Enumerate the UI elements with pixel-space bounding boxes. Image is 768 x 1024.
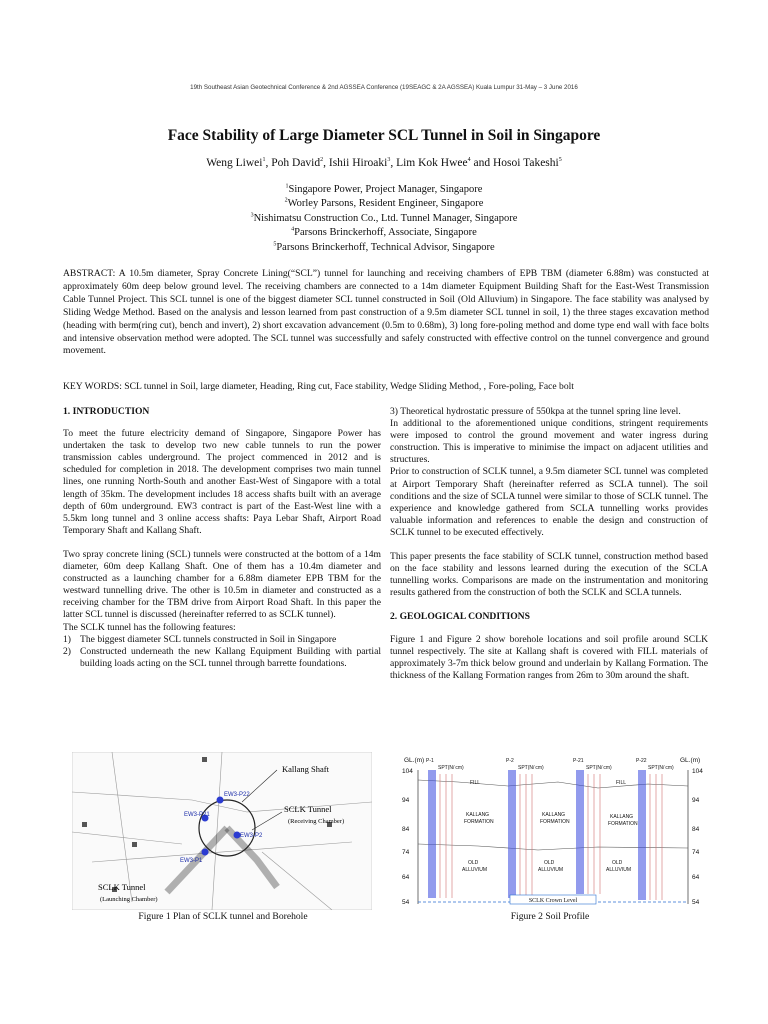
borehole-label: P-22 bbox=[636, 758, 647, 764]
layer-label: OLD bbox=[468, 860, 479, 866]
borehole-label: EW3-P2 bbox=[240, 833, 263, 839]
layer-label: ALLUVIUM bbox=[462, 867, 488, 873]
tick-label: 104 bbox=[692, 768, 703, 775]
layer-label: OLD bbox=[544, 860, 555, 866]
figure-label: (Receiving Chamber) bbox=[288, 818, 345, 825]
layer-label: FORMATION bbox=[464, 819, 494, 825]
borehole-label: EW3-P22 bbox=[224, 792, 250, 798]
figure-label: (Launching Chamber) bbox=[100, 896, 158, 903]
tick-label: 54 bbox=[692, 899, 700, 906]
layer-label: OLD bbox=[612, 860, 623, 866]
tick-label: 94 bbox=[692, 797, 700, 804]
paragraph: In additional to the aforementioned unique conditions, stringent requirements were imposed to control the ground movement and water ingress during construction. This is imperative to minimise the impact on adjacent utilities and structures. bbox=[390, 418, 708, 466]
abstract: ABSTRACT: A 10.5m diameter, Spray Concrete Lining(“SCL”) tunnel for launching and receiving chambers of EPB TBM (diameter 6.88m) was constucted at approximately 60m deep below ground level. The receiving chambers are connected to a 14m diameter Equipment Building Shaft for the East-West Transmission Cable Tunnel Project. This SCL tunnel is one of the biggest diameter SCL tunnel constructed in Soil (Old Alluvium) in Singapore. The face stability was analysed by Sliding Wedge Method. Based on the analysis and lesson learned from past construction of a 9.5m diameter SCL tunnel in soil, 1) the three stages excavation method (heading with berm(ring cut), bench and invert), 2) short excavation advancement (0.5m to 0.68m), 3) long fore-poling method and dome type end wall with face bolts and intensive observation method were adopted. The SCL tunnel was successfully and safely constructed with effective control on the tunnel convergence and ground movement. bbox=[63, 268, 709, 357]
spt-label: SPT(N/ cm) bbox=[518, 765, 544, 771]
borehole-label: EW3-P1 bbox=[180, 858, 203, 864]
author: Poh David bbox=[271, 157, 321, 169]
tick-label: 104 bbox=[402, 768, 413, 775]
affiliation: $^3$Nishimatsu Construction Co., Ltd. Tunnel Manager, Singapore bbox=[250, 212, 518, 224]
figure-2-caption: Figure 2 Soil Profile bbox=[510, 911, 590, 922]
layer-label: KALLANG bbox=[466, 812, 490, 818]
paper-title: Face Stability of Large Diameter SCL Tunnel in Soil in Singapore bbox=[167, 127, 601, 144]
spt-label: SPT(N/ cm) bbox=[648, 765, 674, 771]
tick-label: 84 bbox=[402, 826, 410, 833]
affiliation: $^5$Parsons Brinckerhoff, Technical Advisor, Singapore bbox=[273, 241, 495, 253]
author-list: Weng Liwei$^1$, Poh David$^2$, Ishii Hiroaki$^3$, Lim Kok Hwee$^4$ and Hosoi Takeshi$^5$ bbox=[206, 157, 562, 169]
figure-1-plan bbox=[72, 752, 372, 910]
figure-label: SCLK Tunnel bbox=[98, 882, 146, 892]
tick-label: 74 bbox=[402, 849, 410, 856]
tick-label: 64 bbox=[402, 874, 410, 881]
layer-label: ALLUVIUM bbox=[606, 867, 632, 873]
author: Hosoi Takeshi bbox=[492, 157, 559, 169]
right-column bbox=[390, 406, 708, 682]
keywords: KEY WORDS: SCL tunnel in Soil, large diameter, Heading, Ring cut, Face stability, Wedge Sliding Method, , Fore-poling, Face bolt bbox=[63, 381, 574, 392]
layer-label: FORMATION bbox=[608, 821, 638, 827]
figure-label: SCLK Tunnel bbox=[284, 804, 332, 814]
affiliation: $^4$Parsons Brinckerhoff, Associate, Singapore bbox=[291, 226, 477, 239]
spt-label: SPT(N/ cm) bbox=[586, 765, 612, 771]
tick-label: 94 bbox=[402, 797, 410, 804]
crown-level-label: SCLK Crown Level bbox=[528, 898, 578, 904]
borehole-label: P-1 bbox=[426, 758, 434, 764]
section-heading: 1. INTRODUCTION bbox=[63, 406, 150, 417]
layer-label: ALLUVIUM bbox=[538, 867, 564, 873]
layer-label: KALLANG bbox=[610, 814, 634, 820]
layer-label: FILL bbox=[616, 780, 627, 786]
author: Weng Liwei bbox=[206, 157, 263, 169]
paragraph: Prior to construction of SCLK tunnel, a 9.5m diameter SCL tunnel was completed at Airport Temporary Shaft (hereinafter referred as SCLA tunnel). The soil conditions and the size of SCLA tunnel were similar to those of SCLK tunnel. The experience and knowledge gathered from SCLA tunnelling works provides valuable information and references to enable the design and construction of SCLK tunnel to be executed effectively. bbox=[390, 466, 708, 538]
author: Lim Kok Hwee bbox=[396, 157, 468, 169]
affiliation-list bbox=[0, 183, 768, 255]
axis-label: GL.(m) bbox=[404, 757, 425, 764]
list-item: 2) Constructed underneath the new Kallang Equipment Building with partial building loads acting on the SCL tunnel through barrette foundations. bbox=[63, 645, 381, 669]
spt-label: SPT(N/ cm) bbox=[438, 765, 464, 771]
borehole-label: P-2 bbox=[506, 758, 514, 764]
axis-label: GL.(m) bbox=[680, 757, 701, 764]
layer-label: FILL bbox=[470, 780, 481, 786]
left-column bbox=[63, 406, 381, 670]
tick-label: 74 bbox=[692, 849, 700, 856]
conference-header: 19th Southeast Asian Geotechnical Conference & 2nd AGSSEA Conference (19SEAGC & 2A AGSSEA) Kuala Lumpur 31-May – 3 June 2016 bbox=[190, 84, 578, 91]
affiliation: $^2$Worley Parsons, Resident Engineer, Singapore bbox=[284, 197, 484, 210]
author: Ishii Hiroaki bbox=[328, 157, 388, 169]
list-item: 3) Theoretical hydrostatic pressure of 550kpa at the tunnel spring line level. bbox=[390, 406, 681, 417]
tick-label: 84 bbox=[692, 826, 700, 833]
affiliation: $^1$Singapore Power, Project Manager, Singapore bbox=[285, 183, 483, 195]
figure-1-caption: Figure 1 Plan of SCLK tunnel and Borehole bbox=[138, 911, 308, 922]
list-item: 1) The biggest diameter SCL tunnels constructed in Soil in Singapore bbox=[63, 633, 337, 645]
tick-label: 54 bbox=[402, 899, 410, 906]
section-heading: 2. GEOLOGICAL CONDITIONS bbox=[390, 611, 530, 623]
paragraph: To meet the future electricity demand of Singapore, Singapore Power has undertaken the task to develop two new cable tunnels to run the power transmission cables underground. The project commenced in 2012 and is scheduled for completion in 2018. The development comprises two main tunnel lines, one running North-South and another East-West of Singapore with a total length of 35km. The development includes 18 access shafts built with an average depth of 60m underground. EW3 contract is part of the East-West line with a 5.5km long tunnel and 3 online access shafts: Paya Lebar Shaft, Airport Road Temporary Shaft and Kallang Shaft. bbox=[63, 428, 381, 536]
paragraph: The SCLK tunnel has the following features: bbox=[63, 621, 236, 633]
layer-label: FORMATION bbox=[540, 819, 570, 825]
figure-label: Kallang Shaft bbox=[282, 764, 329, 774]
tick-label: 64 bbox=[692, 874, 700, 881]
paragraph: Figure 1 and Figure 2 show borehole locations and soil profile around SCLK tunnel respectively. The site at Kallang shaft is covered with FILL materials of approximately 3-7m thick below ground and underlain by Kallang Formation. The thickness of the Kallang Formation ranges from 26m to 30m around the shaft. bbox=[390, 633, 708, 681]
borehole-label: EW3-P21 bbox=[184, 812, 210, 818]
figure-2-soil-profile bbox=[398, 752, 710, 910]
paragraph: Two spray concrete lining (SCL) tunnels were constructed at the bottom of a 14m diameter, 60m deep Kallang Shaft. One of them has a 10.4m diameter and constructed as a launching chamber for a 6.88m diameter EPB TBM for the westward tunnelling drive. The other is 10.5m in diameter and constructed as a receiving chamber for the TBM drive from Airport Road Shaft. In this paper the latter SCL tunnel is discussed (hereinafter referred to as SCLK tunnel). bbox=[63, 548, 381, 621]
borehole-label: P-21 bbox=[573, 758, 584, 764]
paragraph: This paper presents the face stability of SCLK tunnel, construction method based on the face stability and lessons learned during the execution of the SCLA tunnelling works. Comparisons are made on the instrumentation and monitoring results gathered from the construction of both the SCLK and SCLA tunnels. bbox=[390, 551, 708, 599]
layer-label: KALLANG bbox=[542, 812, 566, 818]
